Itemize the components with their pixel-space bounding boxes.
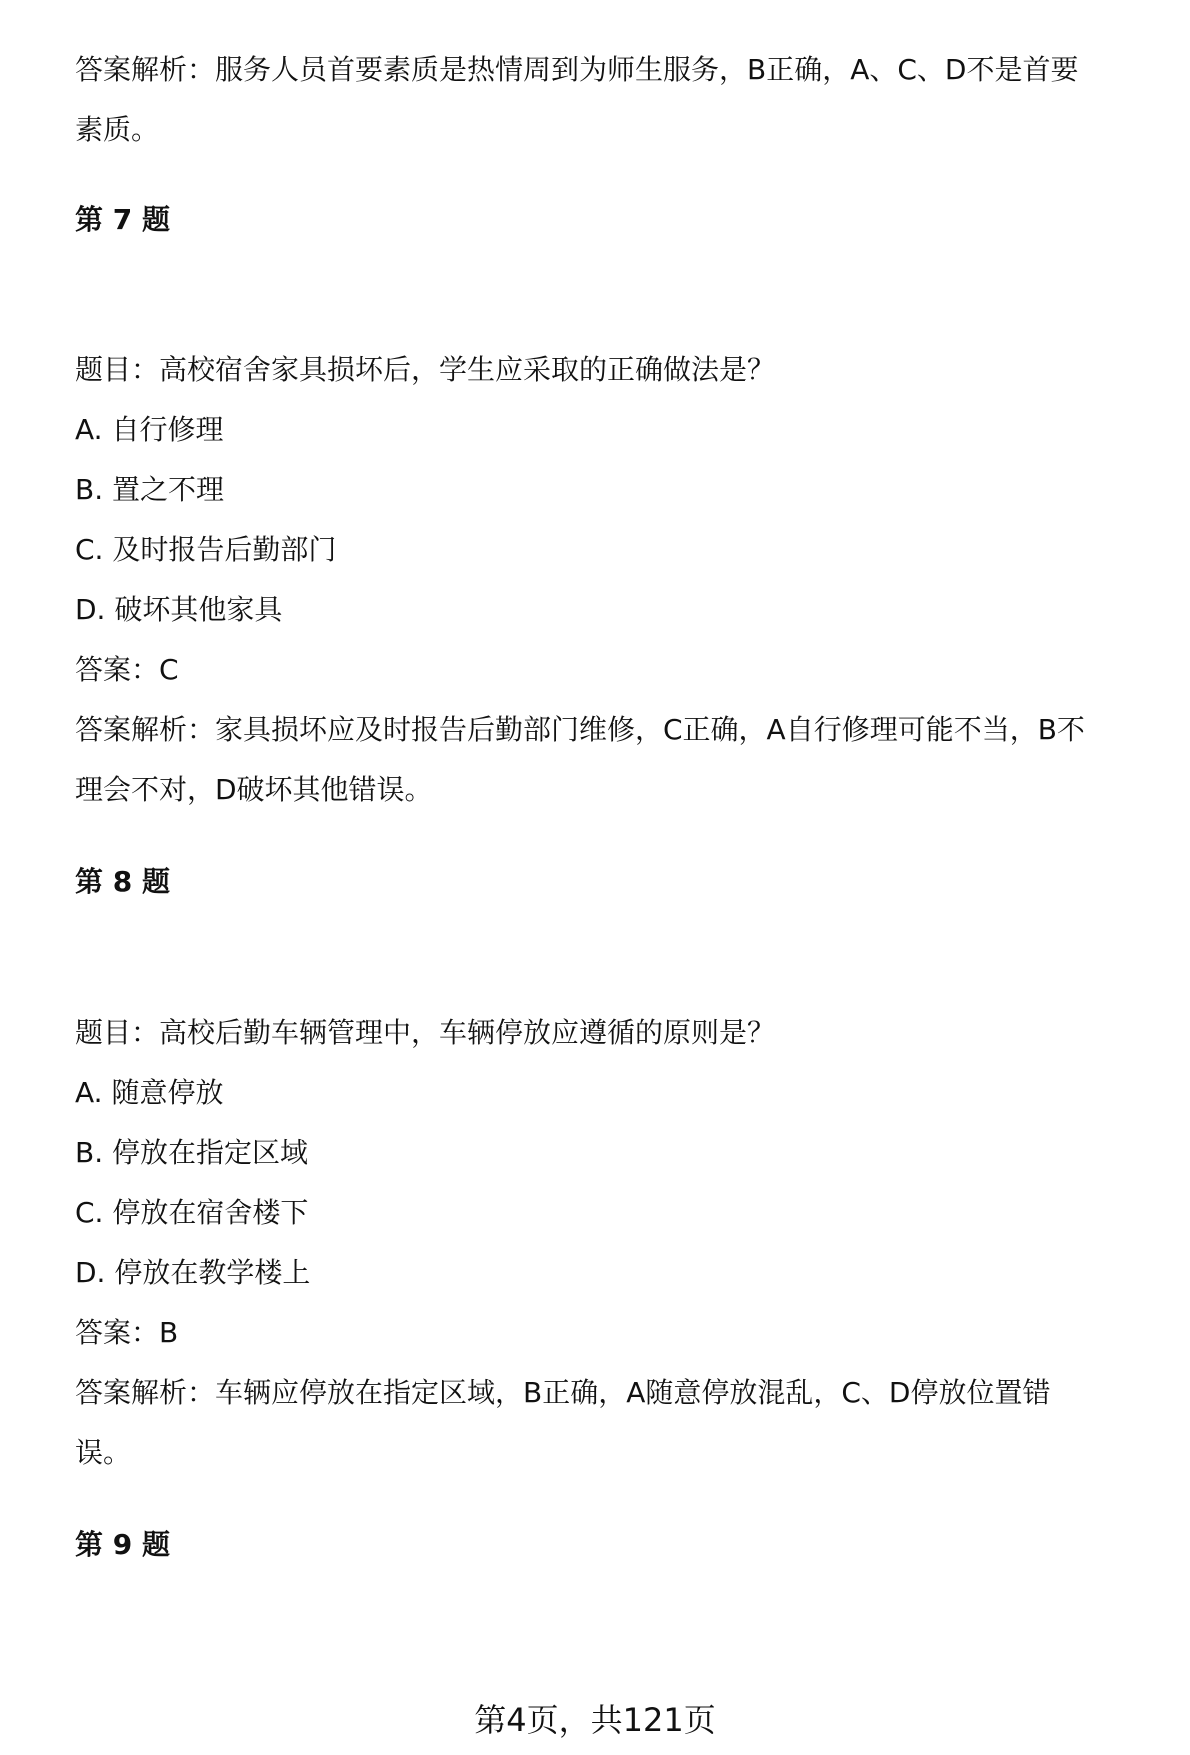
q7-option-d: D. 破坏其他家具 bbox=[75, 593, 283, 626]
q7-analysis-line-2: 理会不对，D破坏其他错误。 bbox=[75, 773, 433, 806]
q9-heading: 第 9 题 bbox=[75, 1528, 170, 1561]
q7-answer: 答案：C bbox=[75, 653, 179, 686]
q6-analysis-line-1: 答案解析：服务人员首要素质是热情周到为师生服务，B正确，A、C、D不是首要 bbox=[75, 53, 1079, 86]
q7-option-a: A. 自行修理 bbox=[75, 413, 224, 446]
q8-option-a: A. 随意停放 bbox=[75, 1076, 224, 1109]
q8-option-c: C. 停放在宿舍楼下 bbox=[75, 1196, 309, 1229]
q8-answer: 答案：B bbox=[75, 1316, 179, 1349]
q8-option-d: D. 停放在教学楼上 bbox=[75, 1256, 311, 1289]
q7-option-b: B. 置之不理 bbox=[75, 473, 225, 506]
q7-heading: 第 7 题 bbox=[75, 203, 170, 236]
q7-analysis-line-1: 答案解析：家具损坏应及时报告后勤部门维修，C正确，A自行修理可能不当，B不 bbox=[75, 713, 1085, 746]
q8-option-b: B. 停放在指定区域 bbox=[75, 1136, 309, 1169]
q8-analysis-line-2: 误。 bbox=[75, 1436, 132, 1469]
q6-analysis-line-2: 素质。 bbox=[75, 113, 160, 146]
q8-heading: 第 8 题 bbox=[75, 865, 170, 898]
q7-option-c: C. 及时报告后勤部门 bbox=[75, 533, 337, 566]
q8-question: 题目：高校后勤车辆管理中，车辆停放应遵循的原则是？ bbox=[75, 1016, 776, 1049]
page-number-footer: 第4页，共121页 bbox=[474, 1701, 716, 1739]
q7-question: 题目：高校宿舍家具损坏后，学生应采取的正确做法是？ bbox=[75, 353, 776, 386]
q8-analysis-line-1: 答案解析：车辆应停放在指定区域，B正确，A随意停放混乱，C、D停放位置错 bbox=[75, 1376, 1051, 1409]
